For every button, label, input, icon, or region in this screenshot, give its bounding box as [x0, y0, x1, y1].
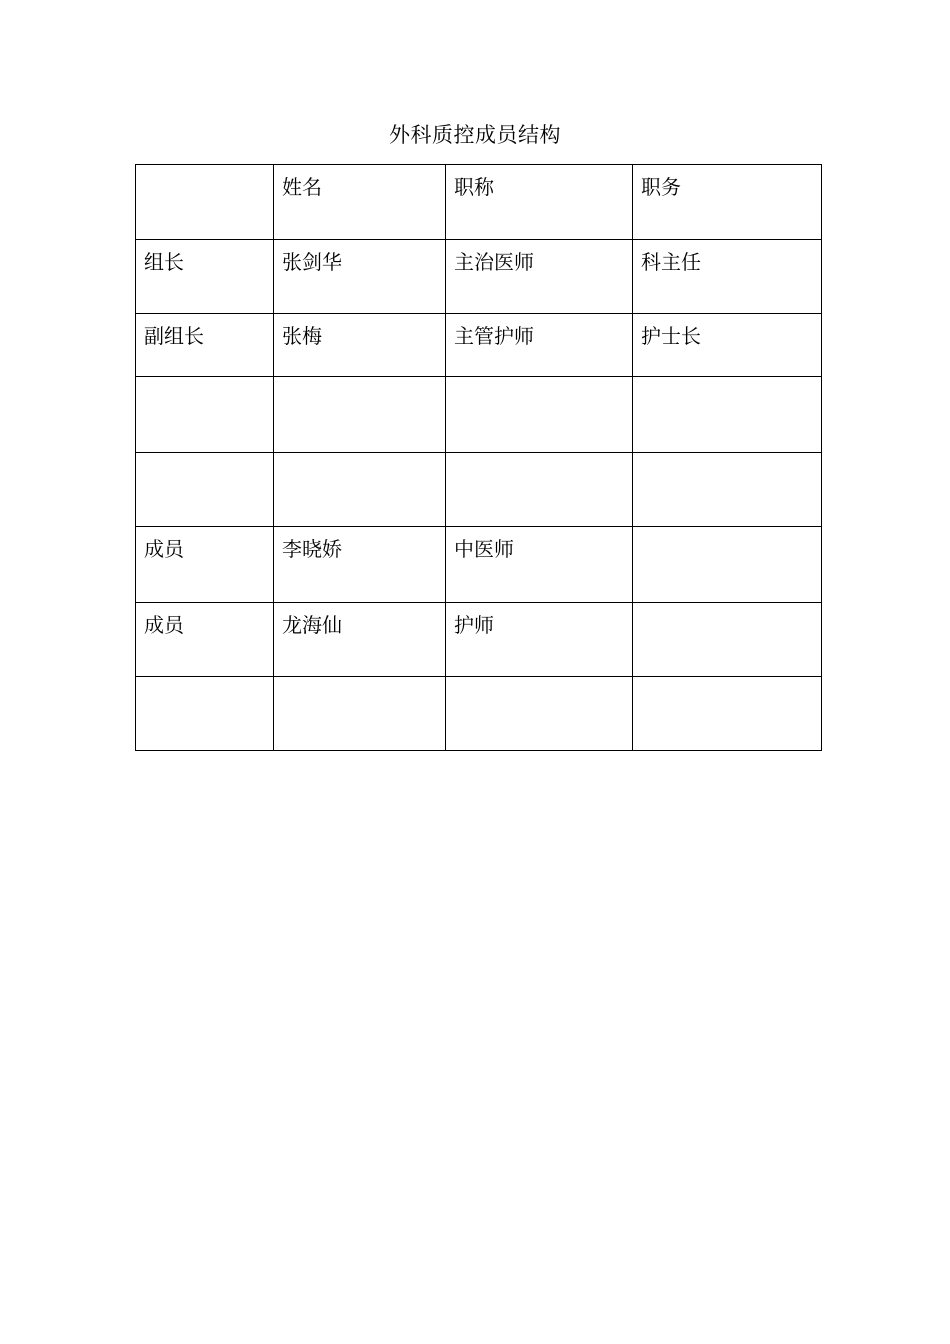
- table-row: [136, 453, 822, 527]
- table-cell: [274, 677, 446, 751]
- table-cell: [633, 603, 822, 677]
- table-cell: [633, 677, 822, 751]
- table-cell: 护师: [446, 603, 633, 677]
- table-row: [136, 240, 822, 314]
- table-cell: 主管护师: [446, 314, 633, 377]
- table-row: [136, 677, 822, 751]
- table-row: [136, 527, 822, 603]
- table-cell: [633, 377, 822, 453]
- table-cell: 成员: [136, 527, 274, 603]
- table-cell: 中医师: [446, 527, 633, 603]
- table-row: [136, 314, 822, 377]
- table-cell: [446, 377, 633, 453]
- table-cell: [446, 677, 633, 751]
- table-cell: 科主任: [633, 240, 822, 314]
- table-cell: [633, 453, 822, 527]
- header-cell-title: 职称: [446, 165, 633, 240]
- table-cell: [446, 453, 633, 527]
- table-cell: 护士长: [633, 314, 822, 377]
- table-cell: 副组长: [136, 314, 274, 377]
- table-cell: [633, 527, 822, 603]
- table-cell: [274, 377, 446, 453]
- table-cell: [136, 677, 274, 751]
- table-cell: [274, 453, 446, 527]
- table-cell: 龙海仙: [274, 603, 446, 677]
- table-cell: 李晓娇: [274, 527, 446, 603]
- table-cell: [136, 377, 274, 453]
- header-cell-position: 职务: [633, 165, 822, 240]
- table-cell: 张剑华: [274, 240, 446, 314]
- header-cell-name: 姓名: [274, 165, 446, 240]
- member-table: [135, 164, 822, 751]
- header-cell-role: [136, 165, 274, 240]
- document-title: 外科质控成员结构: [389, 123, 561, 147]
- table-row: [136, 377, 822, 453]
- table-cell: 成员: [136, 603, 274, 677]
- table-cell: 张梅: [274, 314, 446, 377]
- table-header-row: [136, 165, 822, 240]
- table-cell: [136, 453, 274, 527]
- table-cell: 主治医师: [446, 240, 633, 314]
- table-row: [136, 603, 822, 677]
- table-cell: 组长: [136, 240, 274, 314]
